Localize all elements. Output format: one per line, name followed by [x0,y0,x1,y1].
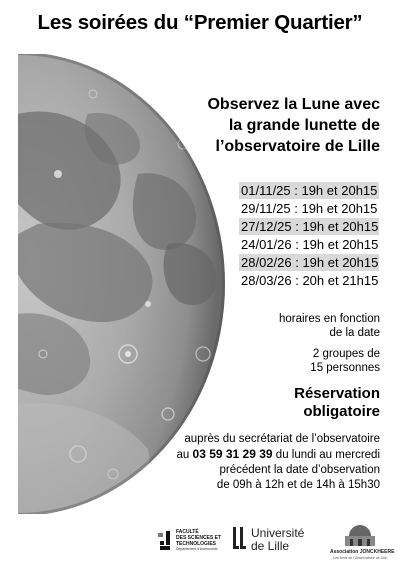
faculty-logo-subtitle: Département d’Astronomie [176,547,218,551]
groups-note-line-2: 15 personnes [310,362,380,374]
faculty-logo-line-3: TECHNOLOGIES [176,541,217,547]
reservation-notice [220,385,380,421]
groups-note-line-1: 2 groupes de [312,348,380,360]
university-mark-icon [232,526,248,552]
headline-line-1: Observez la Lune avec [207,96,380,113]
hours-note [230,312,380,340]
contact-days: du lundi au mercredi [275,449,380,461]
faculty-logo-line-1: FACULTÉ [176,529,199,535]
headline-line-3: l’observatoire de Lille [215,138,380,155]
hours-note-line-1: horaires en fonction [278,313,380,325]
contact-prefix: au [176,449,190,461]
schedule-list [239,182,379,290]
headline [150,94,380,157]
contact-info [140,432,380,493]
poster-title: Les soirées du “Premier Quartier” [37,11,363,34]
groups-note [230,347,380,375]
university-logo-line-2: de Lille [251,539,290,553]
observatory-icon [343,522,377,548]
footer-logos [0,522,400,566]
contact-line-1: auprès du secrétariat de l’observatoire [184,433,380,445]
schedule-row: 24/01/26 : 19h et 20h15 [241,237,379,252]
contact-line-4: de 09h à 12h et de 14h à 15h30 [216,479,380,491]
schedule-row: 28/03/26 : 20h et 21h15 [241,273,379,288]
schedule-row: 27/12/25 : 19h et 20h15 [241,219,379,234]
hours-note-line-2: de la date [329,327,380,339]
association-logo-subtitle: Les Amis de l’Observatoire de Lille [333,556,387,560]
contact-line-2 [140,447,380,463]
faculty-logo [157,528,237,556]
association-logo [330,522,395,566]
faculty-mark-icon [157,530,173,552]
reservation-line-2: obligatoire [303,403,380,420]
schedule-row: 28/02/26 : 19h et 20h15 [241,255,379,270]
contact-line-3: précédent la date d’observation [219,464,380,476]
headline-line-2: la grande lunette de [228,117,380,134]
university-logo [232,526,312,556]
schedule-row: 29/11/25 : 19h et 20h15 [241,201,378,216]
association-logo-name: Association JONCKHEERE [330,549,395,555]
faculty-logo-line-2: DES SCIENCES ET [176,535,222,541]
schedule-row: 01/11/25 : 19h et 20h15 [241,183,378,198]
university-logo-line-1: Université [251,526,305,540]
phone-number[interactable]: 03 59 31 29 39 [192,447,273,461]
reservation-line-1: Réservation [294,385,380,402]
